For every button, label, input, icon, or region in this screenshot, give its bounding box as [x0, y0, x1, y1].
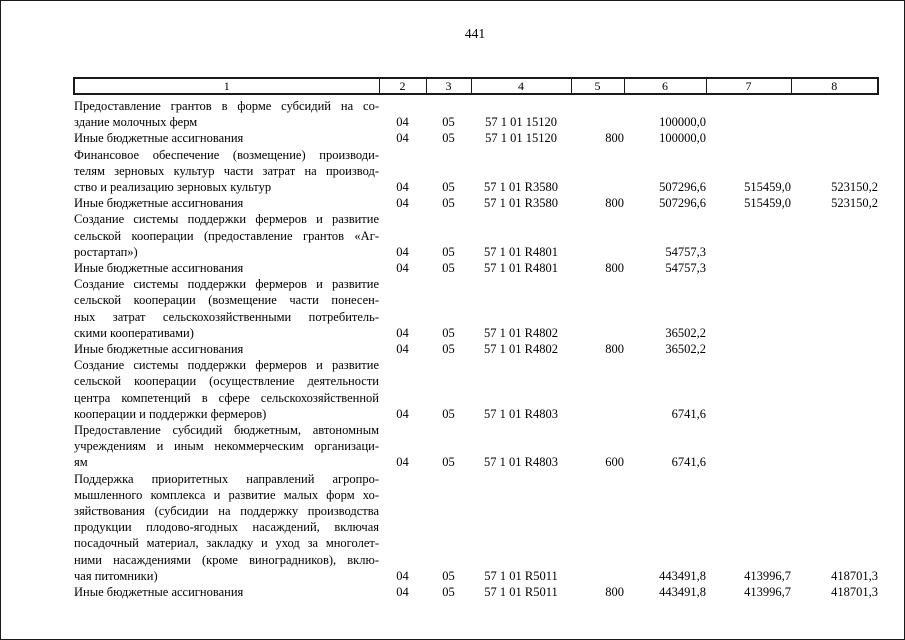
cell-col3: 05: [442, 244, 455, 259]
description-line: мышленного комплекса и развитие малых форм хо-: [74, 487, 379, 502]
cell-col5: [571, 357, 624, 422]
cell-col4: 57 1 01 15120: [485, 131, 557, 146]
description-line: ними насаждениями (кроме виноградников), вклю-: [74, 552, 379, 567]
cell-col2: 04: [396, 261, 409, 276]
description-line: Иные бюджетные ассигнования: [74, 342, 244, 357]
cell-col6: 36502,2: [665, 342, 706, 357]
table-row: [74, 357, 878, 422]
description-line: центра компетенций в сфере сельскохозяйственной: [74, 390, 379, 405]
cell-col2: 04: [396, 406, 409, 421]
description-line: продукции плодово-ягодных насаждений, включая: [74, 520, 379, 535]
cell-col6: 36502,2: [665, 325, 706, 340]
cell-col8: 523150,2: [831, 180, 878, 195]
table-row: [74, 584, 878, 600]
cell-col6: 443491,8: [659, 568, 706, 583]
cell-col7: 413996,7: [744, 585, 791, 600]
description-line: телям зерновых культур части затрат на производ-: [74, 163, 379, 178]
cell-col3: 05: [442, 568, 455, 583]
table-row: [74, 195, 878, 211]
cell-col6: 443491,8: [659, 585, 706, 600]
cell-col2: 04: [396, 244, 409, 259]
description-line: ям: [74, 455, 88, 470]
cell-col4: 57 1 01 R4801: [484, 244, 558, 259]
cell-col6: 507296,6: [659, 196, 706, 211]
cell-col3: 05: [442, 325, 455, 340]
cell-col4: 57 1 01 15120: [485, 115, 557, 130]
header-row: [74, 78, 878, 94]
cell-col7: [706, 94, 791, 130]
row-description: [74, 584, 379, 600]
cell-col4: 57 1 01 R4801: [484, 261, 558, 276]
header-col-4: 4: [471, 78, 571, 94]
cell-col3: 05: [442, 585, 455, 600]
cell-col5: [571, 276, 624, 341]
cell-col3: 05: [442, 180, 455, 195]
cell-col8: 418701,3: [831, 568, 878, 583]
cell-col5: 800: [605, 131, 624, 146]
cell-col3: 05: [442, 196, 455, 211]
cell-col7: [706, 341, 791, 357]
description-line: Предоставление субсидий бюджетным, автономным: [74, 423, 379, 438]
header-col-7: 7: [706, 78, 791, 94]
cell-col5: [571, 147, 624, 196]
cell-col5: 800: [605, 261, 624, 276]
page-number: 441: [464, 26, 486, 41]
header-col-6: 6: [624, 78, 706, 94]
cell-col7: [706, 422, 791, 471]
cell-col8: [791, 276, 878, 341]
cell-col6: 54757,3: [665, 244, 706, 259]
table-header: [74, 78, 878, 94]
description-line: ных затрат сельскохозяйственными потребитель-: [74, 309, 379, 324]
table-row: [74, 471, 878, 584]
cell-col7: [706, 276, 791, 341]
table-row: [74, 147, 878, 196]
description-line: сельской кооперации (осуществление деятельности: [74, 374, 379, 389]
description-line: Поддержка приоритетных направлений агропро-: [74, 471, 379, 486]
row-description: [74, 130, 379, 146]
row-description: [74, 94, 379, 130]
cell-col4: 57 1 01 R5011: [484, 568, 558, 583]
cell-col2: 04: [396, 342, 409, 357]
table-body: [74, 94, 878, 600]
cell-col2: 04: [396, 568, 409, 583]
table-row: [74, 94, 878, 130]
header-col-1: 1: [74, 78, 379, 94]
table-row: [74, 422, 878, 471]
description-line: Иные бюджетные ассигнования: [74, 196, 244, 211]
cell-col5: 600: [605, 455, 624, 470]
description-line: Иные бюджетные ассигнования: [74, 261, 244, 276]
description-line: Создание системы поддержки фермеров и развитие: [74, 212, 379, 227]
cell-col7: [706, 130, 791, 146]
cell-col2: 04: [396, 115, 409, 130]
cell-col2: 04: [396, 585, 409, 600]
cell-col4: 57 1 01 R4803: [484, 455, 558, 470]
cell-col4: 57 1 01 R4803: [484, 406, 558, 421]
description-line: Иные бюджетные ассигнования: [74, 131, 244, 146]
cell-col6: 507296,6: [659, 180, 706, 195]
cell-col2: 04: [396, 180, 409, 195]
cell-col8: 418701,3: [831, 585, 878, 600]
cell-col8: [791, 94, 878, 130]
cell-col6: 54757,3: [665, 261, 706, 276]
description-line: посадочный материал, закладку и уход за многолет-: [74, 536, 379, 551]
description-line: Создание системы поддержки фермеров и развитие: [74, 277, 379, 292]
cell-col8: 523150,2: [831, 196, 878, 211]
row-description: [74, 211, 379, 260]
cell-col4: 57 1 01 R3580: [484, 196, 558, 211]
cell-col6: 100000,0: [659, 131, 706, 146]
description-line: Создание системы поддержки фермеров и развитие: [74, 358, 379, 373]
cell-col3: 05: [442, 115, 455, 130]
cell-col5: [571, 211, 624, 260]
row-description: [74, 341, 379, 357]
description-line: сельской кооперации (предоставление грантов «Аг-: [74, 228, 379, 243]
cell-col4: 57 1 01 R4802: [484, 325, 558, 340]
row-description: [74, 471, 379, 584]
row-description: [74, 195, 379, 211]
cell-col7: [706, 357, 791, 422]
cell-col3: 05: [442, 455, 455, 470]
row-description: [74, 147, 379, 196]
cell-col4: 57 1 01 R4802: [484, 342, 558, 357]
header-col-8: 8: [791, 78, 878, 94]
cell-col7: [706, 260, 791, 276]
cell-col6: 100000,0: [659, 115, 706, 130]
description-line: Финансовое обеспечение (возмещение) производи-: [74, 147, 379, 162]
description-line: Предоставление грантов в форме субсидий на со-: [74, 99, 379, 113]
row-description: [74, 422, 379, 471]
description-line: ство и реализацию зерновых культур: [74, 180, 272, 195]
cell-col7: 413996,7: [744, 568, 791, 583]
cell-col2: 04: [396, 131, 409, 146]
cell-col6: 6741,6: [671, 455, 706, 470]
cell-col5: 800: [605, 585, 624, 600]
cell-col5: 800: [605, 342, 624, 357]
table-row: [74, 211, 878, 260]
description-line: зяйствования (субсидии на поддержку производства: [74, 504, 379, 519]
cell-col8: [791, 130, 878, 146]
cell-col7: 515459,0: [744, 196, 791, 211]
cell-col5: [571, 94, 624, 130]
cell-col2: 04: [396, 455, 409, 470]
cell-col7: [706, 211, 791, 260]
table-row: [74, 260, 878, 276]
row-description: [74, 260, 379, 276]
description-line: чая питомники): [74, 568, 158, 583]
cell-col6: 6741,6: [671, 406, 706, 421]
cell-col2: 04: [396, 196, 409, 211]
budget-table: [73, 77, 879, 600]
cell-col3: 05: [442, 261, 455, 276]
description-line: ростартап»): [74, 244, 138, 259]
table-row: [74, 341, 878, 357]
table-row: [74, 276, 878, 341]
description-line: учреждениям и иным некоммерческим организаци-: [74, 439, 379, 454]
cell-col4: 57 1 01 R5011: [484, 585, 558, 600]
description-line: Иные бюджетные ассигнования: [74, 585, 244, 600]
description-line: кооперации и поддержки фермеров): [74, 406, 267, 421]
row-description: [74, 276, 379, 341]
header-col-2: 2: [379, 78, 426, 94]
cell-col2: 04: [396, 325, 409, 340]
cell-col8: [791, 357, 878, 422]
table-row: [74, 130, 878, 146]
header-col-3: 3: [426, 78, 471, 94]
row-description: [74, 357, 379, 422]
cell-col8: [791, 422, 878, 471]
cell-col8: [791, 211, 878, 260]
description-line: здание молочных ферм: [74, 115, 198, 130]
description-line: скими кооперативами): [74, 325, 194, 340]
header-col-5: 5: [571, 78, 624, 94]
cell-col4: 57 1 01 R3580: [484, 180, 558, 195]
cell-col3: 05: [442, 131, 455, 146]
description-line: сельской кооперации (возмещение части понесен-: [74, 293, 379, 308]
cell-col8: [791, 341, 878, 357]
cell-col7: 515459,0: [744, 180, 791, 195]
cell-col3: 05: [442, 406, 455, 421]
cell-col8: [791, 260, 878, 276]
cell-col5: [571, 471, 624, 584]
cell-col3: 05: [442, 342, 455, 357]
cell-col5: 800: [605, 196, 624, 211]
